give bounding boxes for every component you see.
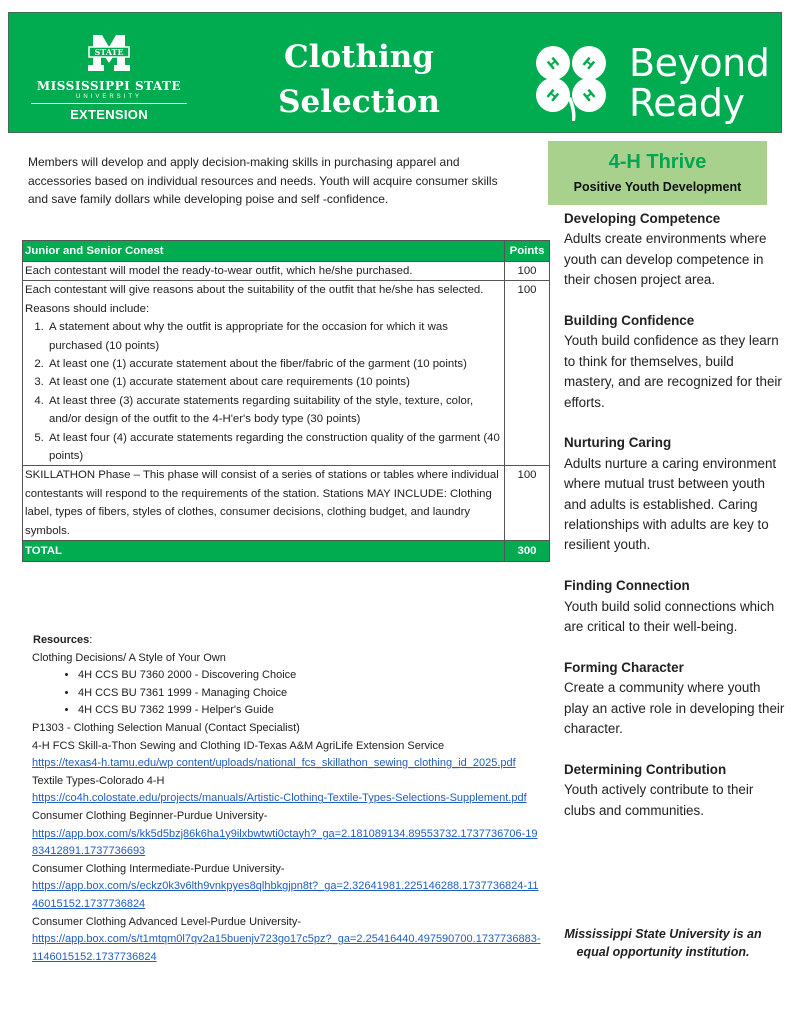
section-heading: Forming Character	[564, 659, 684, 675]
svg-text:H: H	[580, 86, 599, 106]
sidebar-section	[564, 760, 786, 821]
sidebar-section	[564, 433, 786, 555]
resource-manual: P1303 - Clothing Selection Manual (Contact Specialist)	[32, 721, 300, 734]
total-row	[23, 541, 550, 562]
resource-purdue-intermediate-title: Consumer Clothing Intermediate-Purdue University-	[32, 862, 285, 875]
intro-paragraph: Members will develop and apply decision-making skills in purchasing apparel and accessories based on individual resources and needs. Youth will acquire consumer skills and save family dollars while developing poise and self -confidence.	[28, 155, 498, 206]
table-row	[23, 281, 550, 466]
header-points: Points	[505, 241, 550, 262]
list-item: 5. At least four (4) accurate statements regarding the construction quality of the garment (40 points)	[47, 429, 502, 466]
sidebar-section	[564, 311, 786, 413]
thrive-subtitle: Positive Youth Development	[573, 180, 742, 194]
resource-texas-link[interactable]: https://texas4-h.tamu.edu/wp content/uploads/national_fcs_skillathon_sewing_clothing_id_2025.pdf	[32, 757, 516, 770]
header-banner	[8, 12, 782, 133]
org-name: MISSISSIPPI STATE	[36, 79, 182, 93]
list-item: 3. At least one (1) accurate statement about care requirements (10 points)	[47, 373, 502, 391]
row-text: SKILLATHON Phase – This phase will consist of a series of stations or tables where individual contestants will respond to the requirements of the station. Stations MAY INCLUDE: Clothing label, types of fibers, styles of clothes, consumer decisions, clothing budget, and laundry symbols.	[23, 466, 505, 541]
section-body: Adults create environments where youth can develop competence in their chosen project area.	[564, 231, 767, 288]
msu-m-seal-icon	[79, 33, 139, 77]
thrive-box	[548, 141, 767, 205]
total-points: 300	[505, 541, 550, 562]
eeo-statement: Mississippi State University is an equal opportunity institution.	[564, 927, 762, 959]
section-heading: Determining Contribution	[564, 761, 727, 777]
list-item: 4. At least three (3) accurate statements regarding suitability of the style, texture, color, and/or design of the outfit to the 4-H'er's body type (30 points)	[47, 392, 502, 429]
list-item: 1. A statement about why the outfit is appropriate for the occasion for which it was purchased (10 points)	[47, 318, 502, 355]
section-body: Adults nurture a caring environment where mutual trust between youth and adults is established. Caring relationships with adults are key to resilient youth.	[564, 455, 777, 553]
title-line-2: Selection	[278, 84, 440, 120]
resource-purdue-beginner-link[interactable]: https://app.box.com/s/kk5d5bzj86k6ha1y9ilxbwtwti0ctayh?_ga=2.181089134.89553732.1737736706-1983412891.1737736693	[32, 827, 538, 858]
list-item: 2. At least one (1) accurate statement about the fiber/fabric of the garment (10 points)	[47, 355, 502, 373]
page-title	[259, 35, 459, 125]
row-intro-text: Each contestant will give reasons about the suitability of the outfit that he/she has selected. Reasons should include:	[25, 284, 484, 315]
list-item: • 4H CCS BU 7361 1999 - Managing Choice	[78, 685, 542, 703]
sidebar-section	[564, 658, 786, 740]
title-line-1: Clothing	[284, 39, 434, 75]
4h-clover-icon	[529, 41, 614, 121]
row-points: 100	[505, 262, 550, 281]
table-header-row	[23, 241, 550, 262]
resource-colorado-title: Textile Types-Colorado 4-H	[32, 774, 165, 787]
section-heading: Building Confidence	[564, 313, 695, 329]
msu-extension-logo	[29, 33, 189, 122]
row-points: 100	[505, 281, 550, 466]
sidebar-section	[564, 576, 786, 637]
resource-texas-title: 4-H FCS Skill-a-Thon Sewing and Clothing ID-Texas A&M AgriLife Extension Service	[32, 739, 445, 752]
row-text: Each contestant will model the ready-to-wear outfit, which he/she purchased.	[23, 262, 505, 281]
brand-line-2: Ready	[629, 81, 745, 125]
section-heading: Developing Competence	[564, 211, 721, 226]
svg-text:STATE: STATE	[94, 47, 124, 57]
resource-purdue-advanced-title: Consumer Clothing Advanced Level-Purdue University-	[32, 915, 302, 928]
beyond-ready-logo	[629, 43, 769, 123]
contest-table	[22, 240, 550, 562]
svg-text:H: H	[579, 54, 598, 74]
org-sub: UNIVERSITY	[75, 94, 142, 100]
table-row	[23, 262, 550, 281]
org-unit: EXTENSION	[70, 107, 148, 122]
section-body: Youth build confidence as they learn to think for themselves, build mastery, and are recognized for their efforts.	[564, 333, 782, 410]
header-contest: Junior and Senior Conest	[23, 241, 505, 262]
section-body: Youth build solid connections which are critical to their well-being.	[564, 598, 775, 635]
resources-section	[32, 632, 542, 966]
resource-purdue-beginner-title: Consumer Clothing Beginner-Purdue University-	[32, 809, 268, 822]
thrive-title: 4-H Thrive	[608, 151, 707, 173]
row-text-with-list	[23, 281, 505, 466]
resource-purdue-advanced-link[interactable]: https://app.box.com/s/t1mtqm0l7qv2a15buenjv723go17c5pz?_ga=2.25416440.497590700.1737736883-1146015152.1737736824	[32, 933, 541, 963]
sidebar-section	[564, 209, 786, 291]
section-heading: Nurturing Caring	[564, 435, 672, 451]
list-item: • 4H CCS BU 7360 2000 - Discovering Choice	[78, 667, 542, 685]
resource-purdue-intermediate-link[interactable]: https://app.box.com/s/eckz0k3v6lth9vnkpyes8qlhbkgjpn8t?_ga=2.32641981.225146288.1737736824-1146015152.1737736824	[32, 880, 539, 910]
resources-heading: Resources:	[33, 634, 93, 646]
list-item: • 4H CCS BU 7362 1999 - Helper's Guide	[78, 702, 542, 720]
section-heading: Finding Connection	[564, 578, 690, 594]
resource-colorado-link[interactable]: https://co4h.colostate.edu/projects/manuals/Artistic-Clothing-Textile-Types-Selections-Supplement.pdf	[32, 792, 527, 805]
table-row	[23, 466, 550, 541]
resource-list	[32, 667, 542, 720]
section-body: Create a community where youth play an active role in developing their character.	[564, 680, 785, 737]
total-label: TOTAL	[23, 541, 505, 562]
row-points: 100	[505, 466, 550, 541]
section-body: Youth actively contribute to their clubs and communities.	[564, 782, 754, 818]
logo-divider	[31, 103, 187, 104]
svg-text:H: H	[544, 54, 563, 74]
brand-line-1: Beyond	[629, 41, 770, 85]
criteria-list	[25, 318, 502, 465]
svg-text:H: H	[543, 86, 562, 106]
thrive-sidebar	[564, 209, 786, 842]
resource-group-title: Clothing Decisions/ A Style of Your Own	[32, 651, 226, 664]
